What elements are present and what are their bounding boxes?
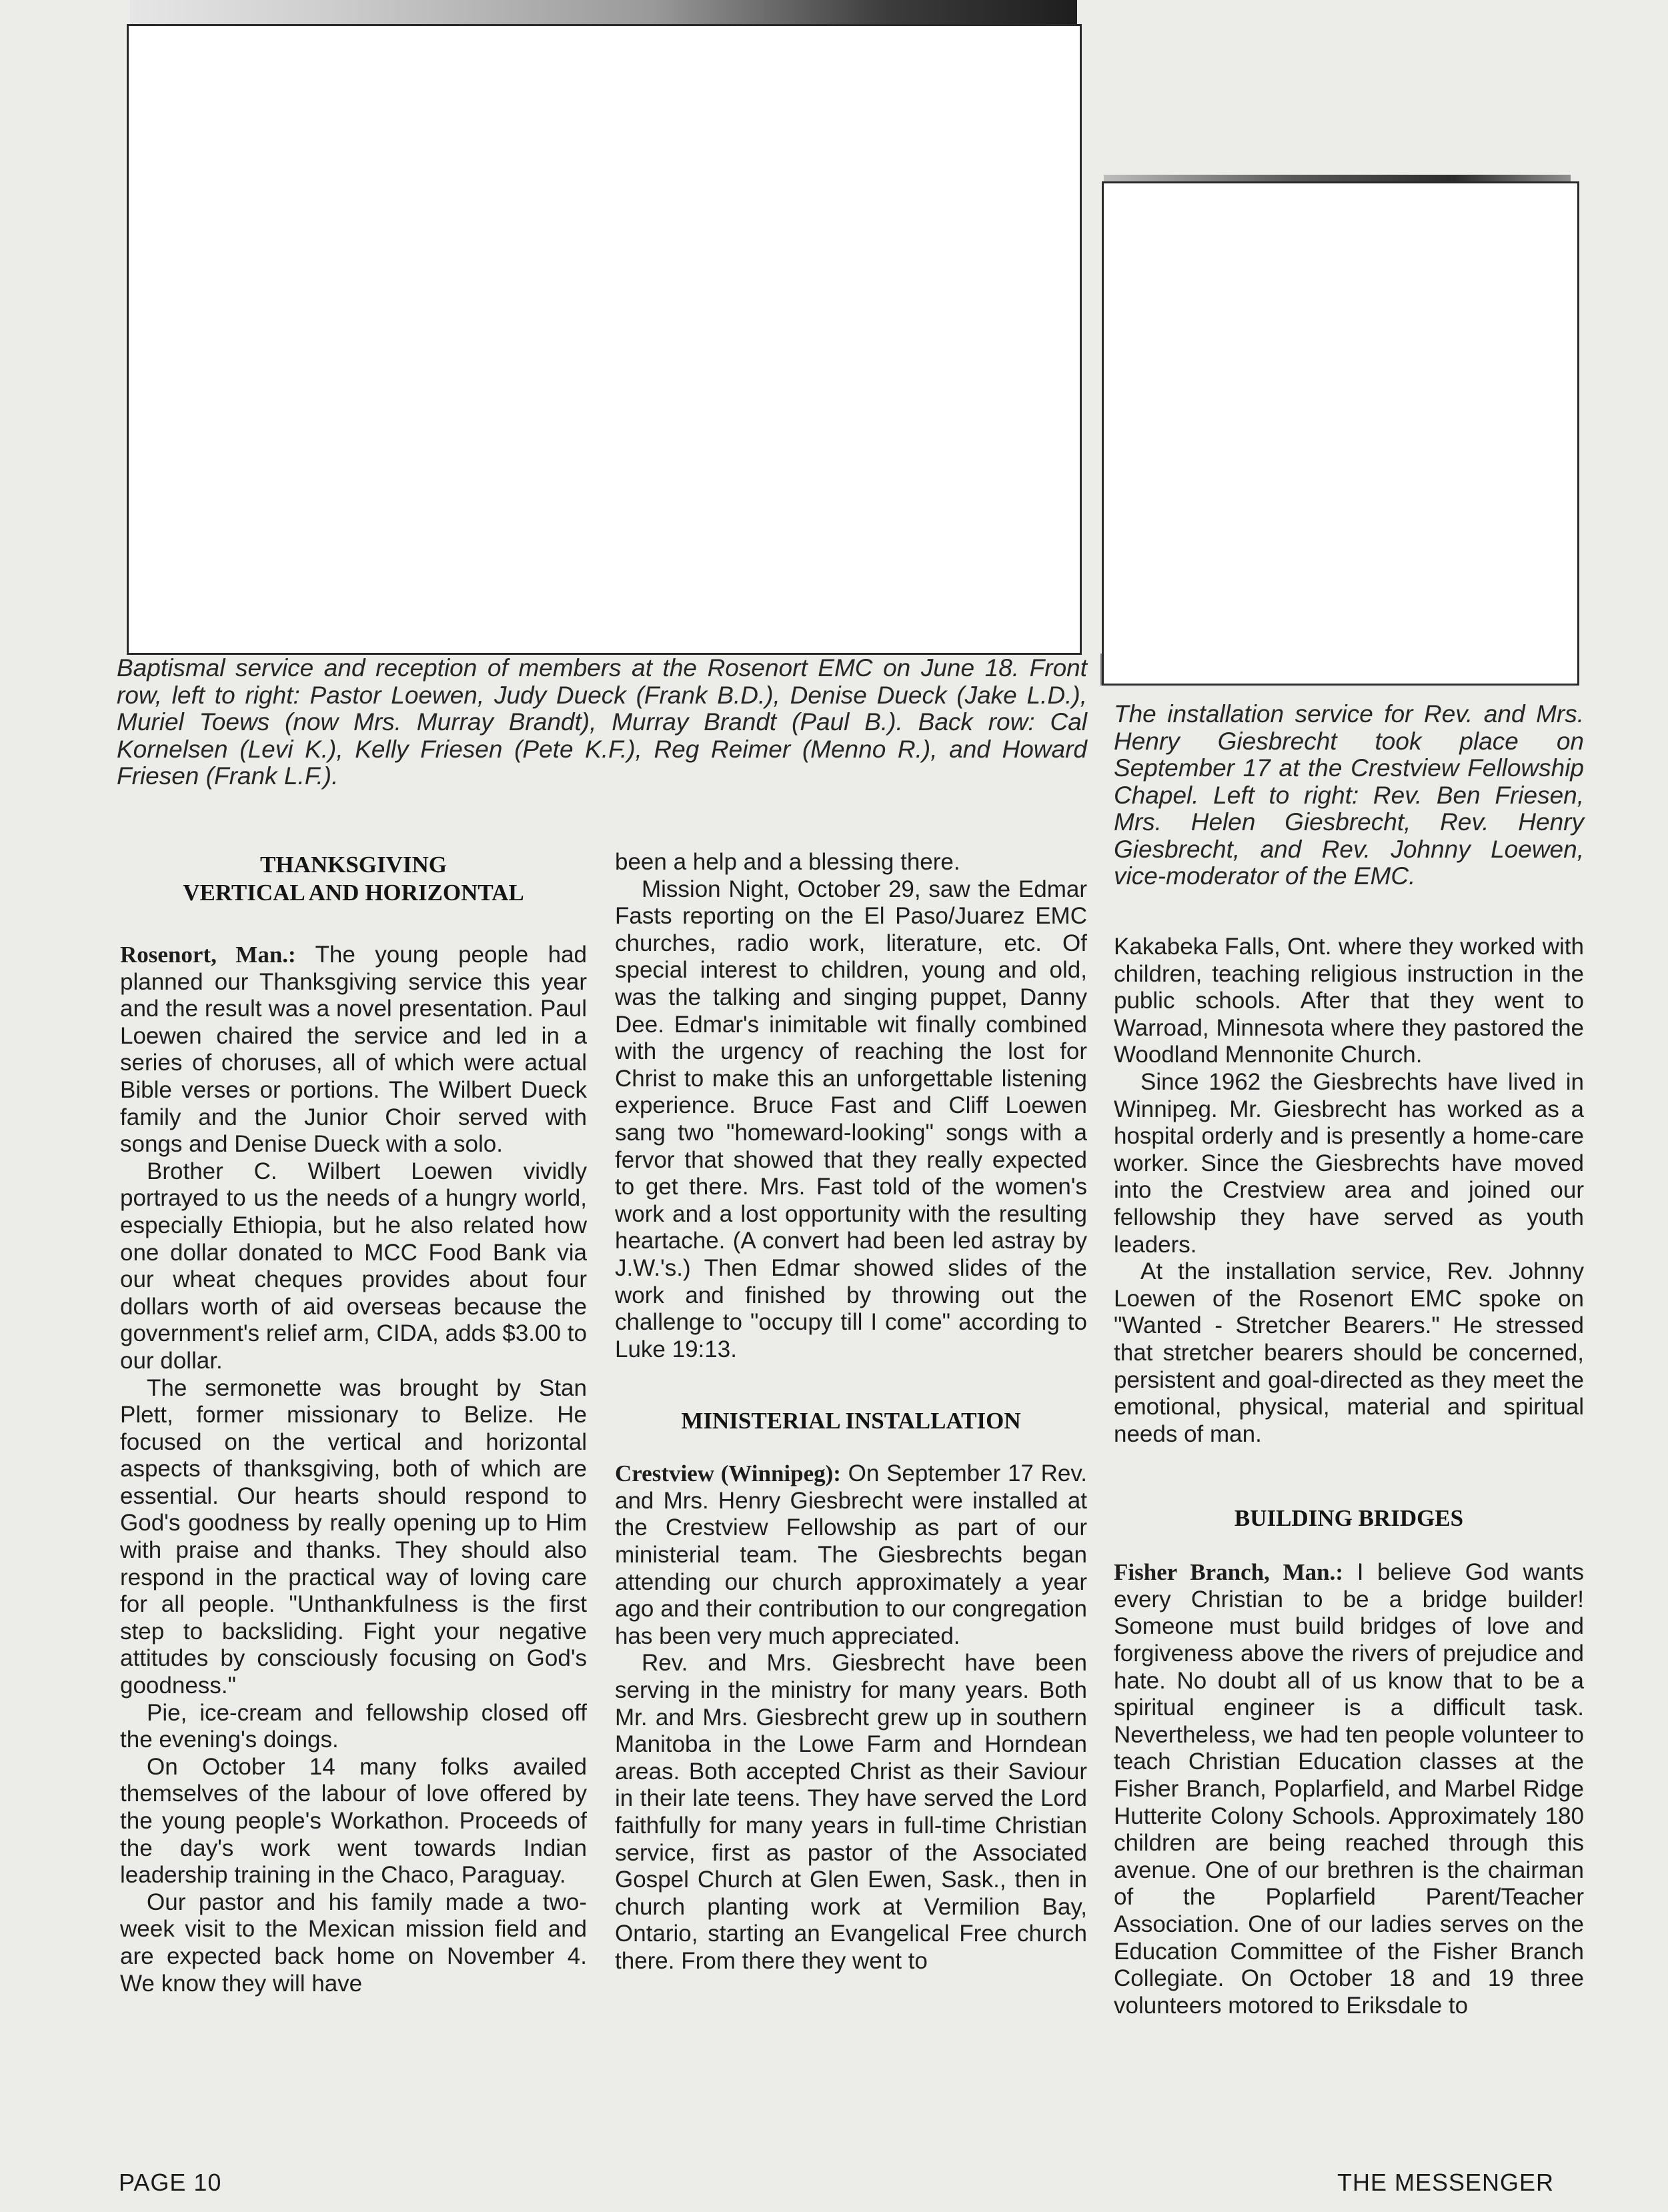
article-paragraph: Brother C. Wilbert Loewen vividly portrayed to us the needs of a hungry world, especially Ethiopia, but he also related how one dollar donated to MCC Food Bank via our wheat cheques provides about four dollars worth of aid overseas because the government's relief arm, CIDA, adds $3.00 to our dollar.: [120, 1158, 587, 1374]
article-paragraph: On October 14 many folks availed themselves of the labour of love offered by the young people's Workathon. Proceeds of the day's work went towards Indian leadership training in the Chaco, Paraguay.: [120, 1753, 587, 1889]
article-paragraph: Kakabeka Falls, Ont. where they worked with children, teaching religious instruction in the public schools. After that they went to Warroad, Minnesota where they pastored the Woodland Mennonite Church.: [1114, 934, 1584, 1068]
headline-ministerial-installation: MINISTERIAL INSTALLATION: [681, 1408, 1021, 1434]
article-paragraph: At the installation service, Rev. Johnny Loewen of the Rosenort EMC spoke on "Wanted - Stretcher Bearers." He stressed that stretcher bearers should be concerned, persistent and goal-directed as they meet the emotional, physical, material and spiritual needs of man.: [1114, 1258, 1584, 1447]
article-paragraph: Rosenort, Man.: The young people had planned our Thanksgiving service this year and the result was a novel presentation. Paul Loewen chaired the service and led in a series of choruses, all of which were actual Bible verses or portions. The Wilbert Dueck family and the Junior Choir served with songs and Denise Dueck with a solo.: [120, 942, 588, 1158]
article-paragraph: Since 1962 the Giesbrechts have lived in Winnipeg. Mr. Giesbrecht has worked as a hospital orderly and is presently a home-care worker. Since the Giesbrechts have moved into the Crestview area and joined our fellowship they have served as youth leaders.: [1114, 1068, 1584, 1258]
photo-left-top-edge: [130, 0, 1077, 25]
article-paragraph: Mission Night, October 29, saw the Edmar Fasts reporting on the El Paso/Juarez EMC churches, radio work, literature, etc. Of special interest to children, young and old, was the talking and singing puppet, Danny Dee. Edmar's inimitable wit finally combined with the urgency of reaching the lost for Christ to make this an unforgettable listening experience. Bruce Fast and Cliff Loewen sang two "homeward-looking" songs with a fervor that showed that they really expected to get there. Mrs. Fast told of the women's work and a lost opportunity with the resulting heartache. (A convert had been led astray by J.W.'s.) Then Edmar showed slides of the work and finished by throwing out the challenge to "occupy till I come" according to Luke 19:13.: [615, 876, 1087, 1362]
photo-installation-service: [1102, 181, 1579, 686]
dateline-fisher-branch: Fisher Branch, Man.:: [1114, 1559, 1344, 1586]
dateline-crestview: Crestview (Winnipeg):: [615, 1460, 841, 1487]
dateline-rosenort: Rosenort, Man.:: [120, 942, 296, 968]
headline-thanksgiving: [120, 851, 587, 907]
headline-building-bridges: BUILDING BRIDGES: [1234, 1505, 1464, 1532]
photo-caption-installation: The installation service for Rev. and Mrs. Henry Giesbrecht took place on September 17 at the Crestview Fellowship Chapel. Left to right: Rev. Ben Friesen, Mrs. Helen Giesbrecht, Rev. Henry Giesbrecht, and Rev. Johnny Loewen, vice-moderator of the EMC.: [1114, 700, 1584, 890]
column-3: [1114, 934, 1584, 2019]
article-paragraph: Fisher Branch, Man.: I believe God wants every Christian to be a bridge builder! Someone must build bridges of love and forgiveness above the rivers of prejudice and hate. No doubt all of us know that to be a spiritual engineer is a difficult task. Nevertheless, we had ten people volunteer to teach Christian Education classes at the Fisher Branch, Poplarfield, and Marbel Ridge Hutterite Colony Schools. Approximately 180 children are being reached through this avenue. One of our brethren is the chairman of the Poplarfield Parent/Teacher Association. One of our ladies serves on the Education Committee of the Fisher Branch Collegiate. On October 18 and 19 three volunteers motored to Eriksdale to: [1114, 1559, 1584, 2019]
article-paragraph: been a help and a blessing there.: [615, 849, 960, 875]
headline-thanksgiving-line2: VERTICAL AND HORIZONTAL: [183, 880, 524, 906]
column-2: [615, 849, 1087, 1975]
headline-thanksgiving-line1: THANKSGIVING: [259, 852, 448, 878]
article-paragraph: The sermonette was brought by Stan Plett, former missionary to Belize. He focused on the vertical and horizontal aspects of thanksgiving, both of which are essential. Our hearts should respond to God's goodness by really opening up to Him with praise and thanks. They should also respond in the practical way of loving care for all people. "Unthankfulness is the first step to backsliding. Fight your negative attitudes by consciously focusing on God's goodness.": [120, 1374, 587, 1699]
article-paragraph: Rev. and Mrs. Giesbrecht have been serving in the ministry for many years. Both Mr. and Mrs. Giesbrecht grew up in southern Manitoba in the Lowe Farm and Horndean areas. Both accepted Christ as their Saviour in their late teens. They have served the Lord faithfully for many years in full-time Christian service, first as pastor of the Associated Gospel Church at Glen Ewen, Sask., then in church planting work at Vermilion Bay, Ontario, starting an Evangelical Free church there. From there they went to: [615, 1650, 1087, 1974]
publication-name: THE MESSENGER: [1337, 2169, 1555, 2196]
photo-baptismal-service: [127, 24, 1082, 655]
photo-caption-baptismal: Baptismal service and reception of members at the Rosenort EMC on June 18. Front row, left to right: Pastor Loewen, Judy Dueck (Frank B.D.), Denise Dueck (Jake L.D.), Muriel Toews (now Mrs. Murray Brandt), Murray Brandt (Paul B.). Back row: Cal Kornelsen (Levi K.), Kelly Friesen (Pete K.F.), Reg Reimer (Menno R.), and Howard Friesen (Frank L.F.).: [117, 654, 1087, 790]
page-number: PAGE 10: [119, 2169, 222, 2196]
article-paragraph: Our pastor and his family made a two-week visit to the Mexican mission field and are expected back home on November 4. We know they will have: [120, 1889, 587, 1997]
article-paragraph: Pie, ice-cream and fellowship closed off the evening's doings.: [120, 1699, 587, 1753]
article-paragraph: Crestview (Winnipeg): On September 17 Rev. and Mrs. Henry Giesbrecht were installed at the Crestview Fellowship as part of our ministerial team. The Giesbrechts began attending our church approximately a year ago and their contribution to our congregation has been very much appreciated.: [615, 1460, 1087, 1649]
column-1: [120, 851, 587, 1997]
